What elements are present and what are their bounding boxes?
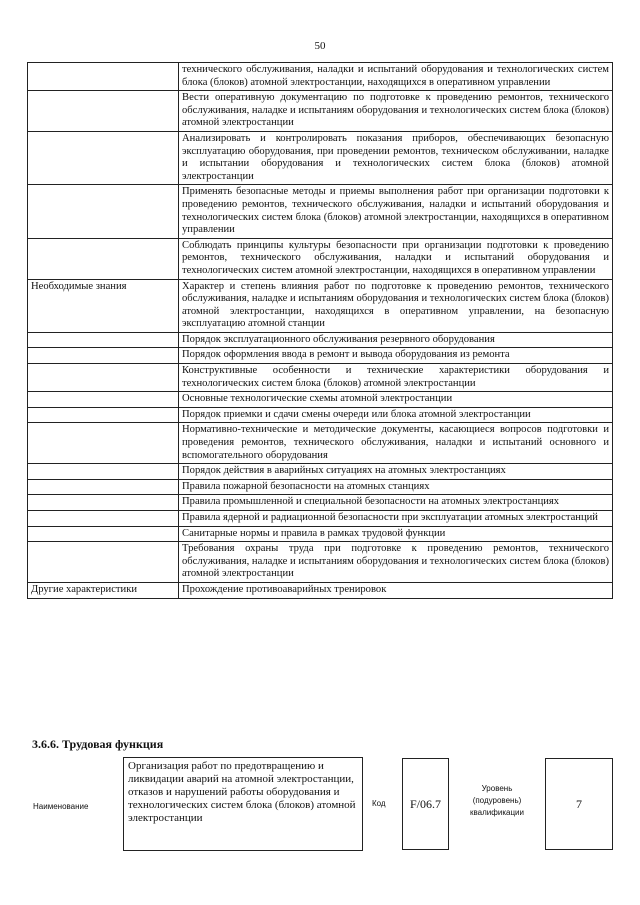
- section-heading: 3.6.6. Трудовая функция: [32, 737, 164, 751]
- table-row: [28, 91, 613, 132]
- row-item: Санитарные нормы и правила в рамках трудовой функции: [179, 526, 613, 542]
- row-item: Порядок приемки и сдачи смены очереди или блока атомной электростанции: [179, 407, 613, 423]
- row-item: Характер и степень влияния работ по подготовке к проведению ремонтов, технического обслуживания, наладке и испытаниям оборудования и технологических систем блока (блоков) атомной электростанции, находящихся в оперативном управлении, на безопасную эксплуатацию атомной станции: [179, 279, 613, 332]
- name-label: Наименование: [33, 802, 89, 811]
- row-item: Прохождение противоаварийных тренировок: [179, 582, 613, 598]
- row-category: [28, 511, 179, 527]
- row-item: технического обслуживания, наладки и испытаний оборудования и технологических систем блока (блоков) атомной электростанции, находящихся в оперативном управлении: [179, 63, 613, 91]
- table-row: [28, 511, 613, 527]
- function-name-box: [123, 757, 363, 851]
- row-item: Применять безопасные методы и приемы выполнения работ при организации подготовки к проведению ремонтов, технического обслуживания, наладки и испытаний оборудования и технологических систем блока (блоков) атомной электростанции, находящихся в оперативном управлении: [179, 185, 613, 238]
- table-row: [28, 332, 613, 348]
- row-category: [28, 91, 179, 132]
- row-item: Порядок эксплуатационного обслуживания резервного оборудования: [179, 332, 613, 348]
- table-row: [28, 131, 613, 184]
- row-item: Правила промышленной и специальной безопасности на атомных электростанциях: [179, 495, 613, 511]
- table-row: [28, 348, 613, 364]
- table-row: [28, 364, 613, 392]
- row-item: Вести оперативную документацию по подготовке к проведению ремонтов, технического обслуживания, наладке и испытаниям оборудования и технологических систем блока (блоков) атомной электростанции: [179, 91, 613, 132]
- row-category: [28, 495, 179, 511]
- row-item: Нормативно-технические и методические документы, касающиеся вопросов подготовки и проведения ремонтов, технического обслуживания, наладки и испытаний основного и вспомогательного оборудования: [179, 423, 613, 464]
- row-category: [28, 348, 179, 364]
- row-category: [28, 423, 179, 464]
- row-category: [28, 542, 179, 583]
- table-row: [28, 279, 613, 332]
- table-row: [28, 392, 613, 408]
- table-row: [28, 238, 613, 279]
- page-number: 50: [314, 40, 326, 52]
- table-row: [28, 495, 613, 511]
- row-category: [28, 464, 179, 480]
- row-item: Правила пожарной безопасности на атомных станциях: [179, 479, 613, 495]
- row-item: Анализировать и контролировать показания приборов, обеспечивающих безопасную эксплуатацию оборудования, при проведении ремонтов, техническом обслуживании, наладке и испытании оборудования и технологических систем блока (блоков) атомной электростанции: [179, 131, 613, 184]
- row-category: [28, 185, 179, 238]
- row-category: [28, 332, 179, 348]
- table-row: [28, 63, 613, 91]
- row-category: [28, 407, 179, 423]
- row-category: Необходимые знания: [28, 279, 179, 332]
- level-label: Уровень (подуровень) квалификации: [470, 784, 524, 817]
- row-item: Основные технологические схемы атомной электростанции: [179, 392, 613, 408]
- requirements-table: [27, 62, 613, 599]
- table-row: [28, 526, 613, 542]
- row-item: Порядок оформления ввода в ремонт и вывода оборудования из ремонта: [179, 348, 613, 364]
- table-row: [28, 479, 613, 495]
- row-item: Требования охраны труда при подготовке к проведению ремонтов, технического обслуживания, наладке и испытаниям оборудования и технологических систем блока (блоков) атомной электростанции: [179, 542, 613, 583]
- table-row: [28, 423, 613, 464]
- row-item: Соблюдать принципы культуры безопасности при организации подготовки к проведению ремонтов, технического обслуживания, наладки и испытаний оборудования и технологических систем атомной электростанции, находящихся в оперативном управлении: [179, 238, 613, 279]
- level-value: 7: [576, 796, 582, 811]
- table-row: [28, 407, 613, 423]
- function-name: Организация работ по предотвращению и ликвидации аварий на атомной электростанции, отказов и нарушений работы оборудования и технологических систем блока (блоков) атомной электростанции: [128, 760, 356, 824]
- row-category: Другие характеристики: [28, 582, 179, 598]
- row-category: [28, 63, 179, 91]
- row-item: Конструктивные особенности и технические характеристики оборудования и технологических систем блока (блоков) атомной электростанции: [179, 364, 613, 392]
- row-category: [28, 392, 179, 408]
- row-category: [28, 479, 179, 495]
- row-item: Порядок действия в аварийных ситуациях на атомных электростанциях: [179, 464, 613, 480]
- row-item: Правила ядерной и радиационной безопасности при эксплуатации атомных электростанций: [179, 511, 613, 527]
- level-box: [545, 758, 613, 850]
- code-box: [402, 758, 449, 850]
- row-category: [28, 131, 179, 184]
- code-value: F/06.7: [409, 796, 441, 811]
- row-category: [28, 364, 179, 392]
- table-row: [28, 582, 613, 598]
- row-category: [28, 526, 179, 542]
- table-row: [28, 542, 613, 583]
- table-row: [28, 185, 613, 238]
- table-row: [28, 464, 613, 480]
- row-category: [28, 238, 179, 279]
- code-label: Код: [372, 799, 386, 808]
